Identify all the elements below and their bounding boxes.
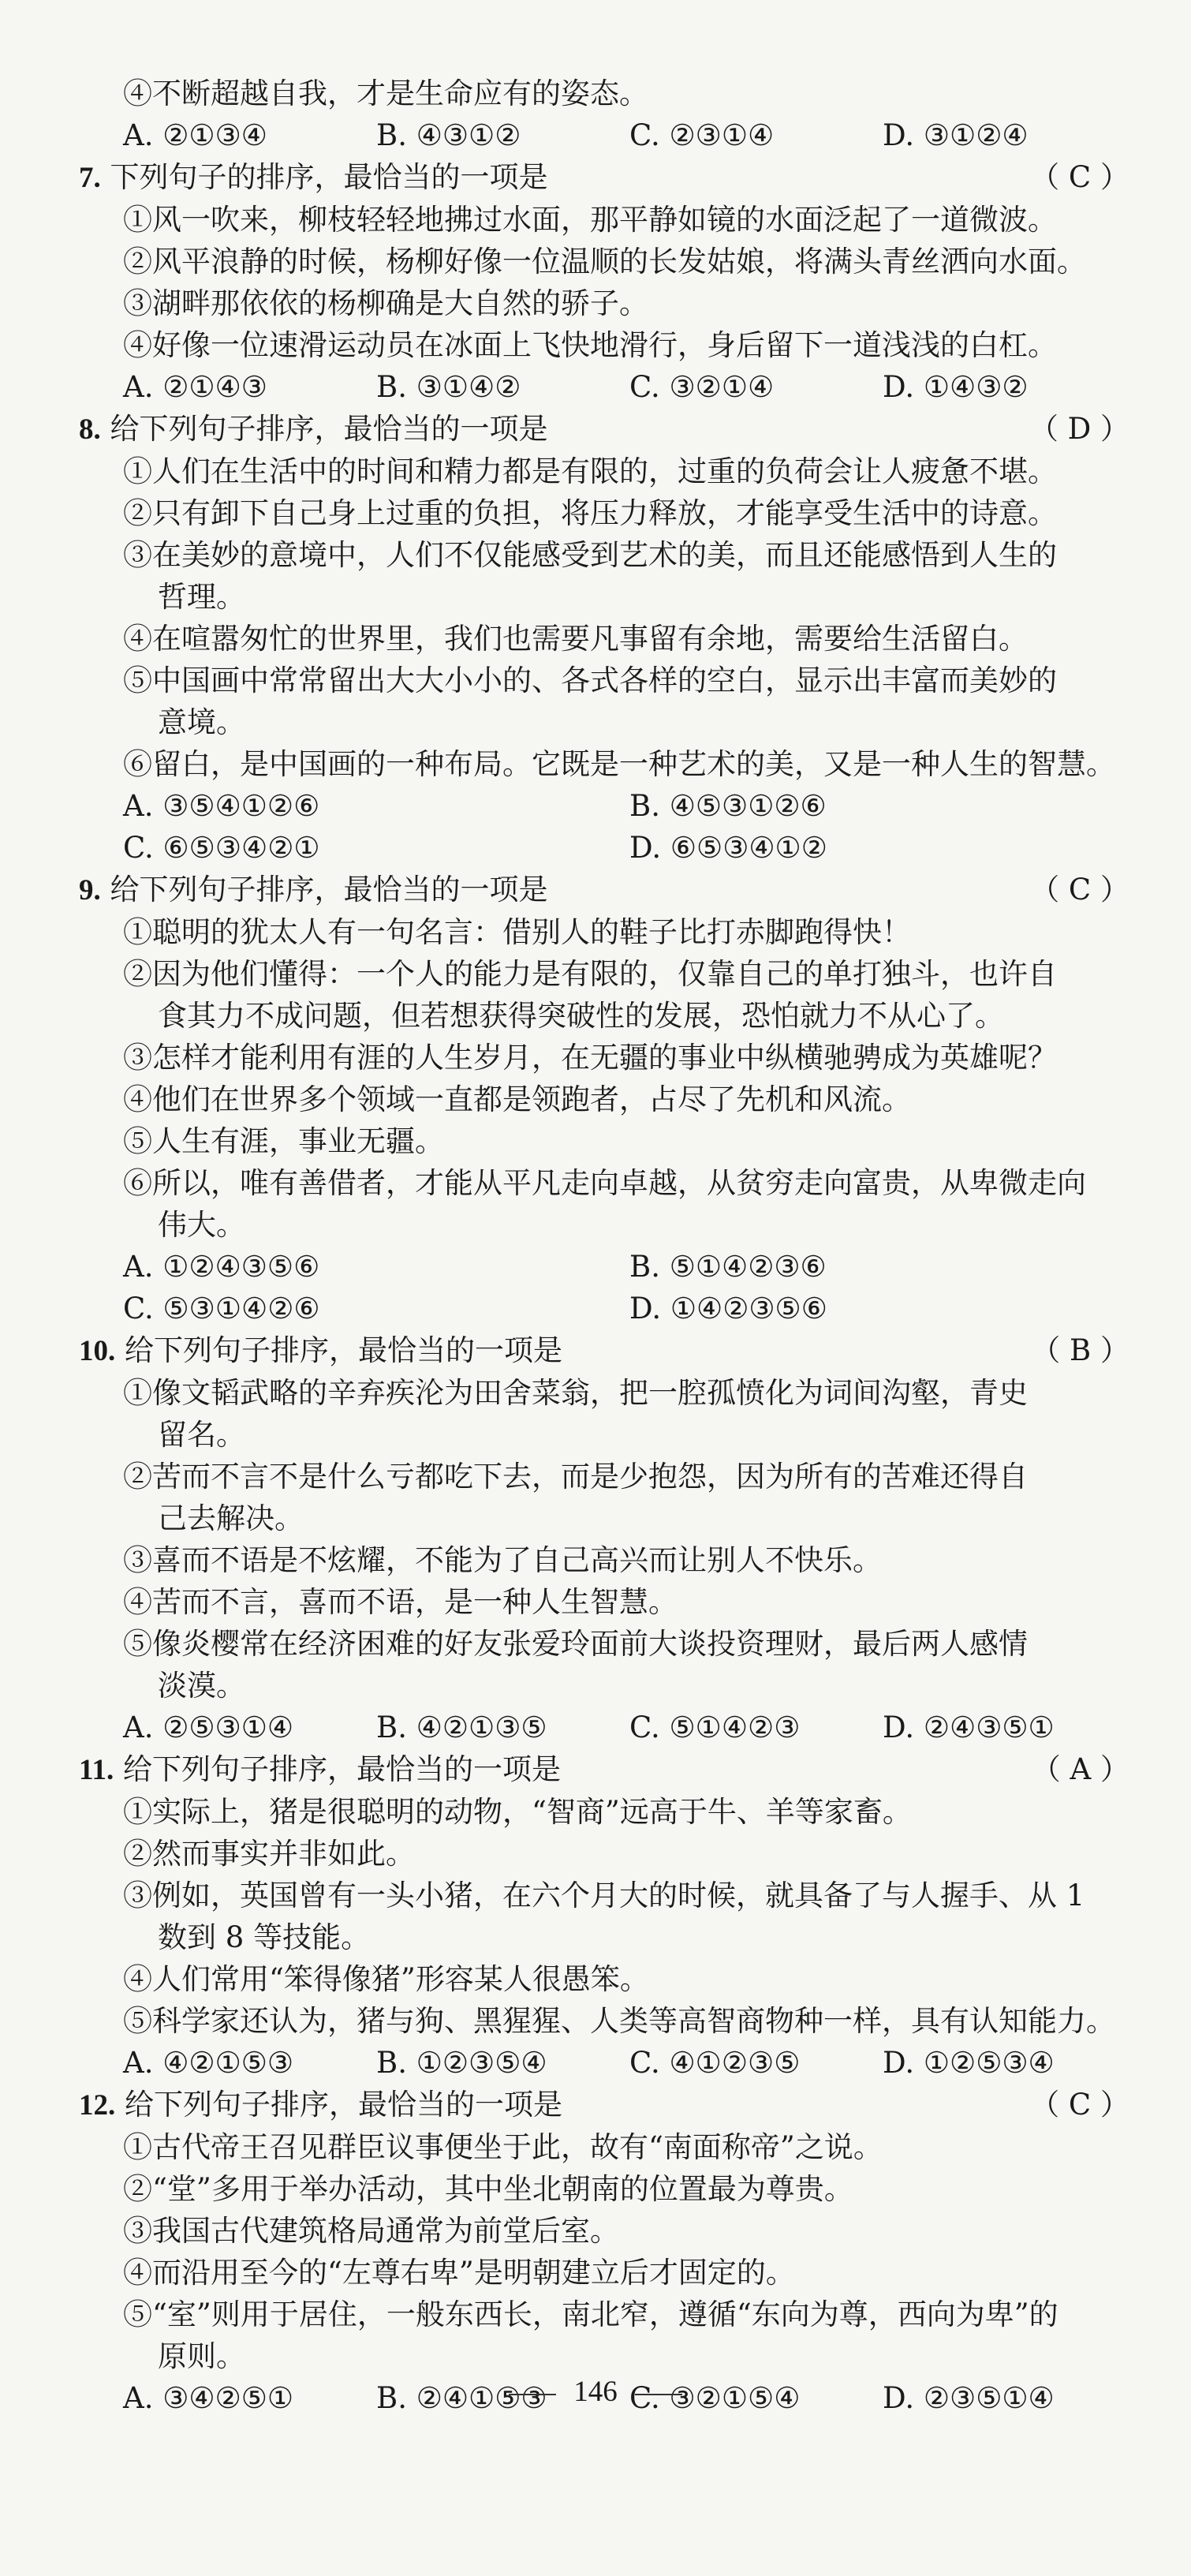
- option-c: C. ④①②③⑤: [629, 2046, 801, 2080]
- option-c: C. ②③①④: [629, 118, 775, 152]
- option-b: B. ①②③⑤④: [376, 2046, 547, 2080]
- options-row: [79, 366, 1136, 408]
- question-number: 12.: [79, 2089, 116, 2122]
- sentence-item: [79, 2294, 1136, 2377]
- question-number: 10.: [79, 1335, 116, 1367]
- sentence-item: [79, 1581, 1136, 1623]
- sentence-text: ③湖畔那依依的杨柳确是大自然的骄子。: [123, 286, 648, 320]
- question-block: [79, 408, 1136, 869]
- sentence-item: [79, 2000, 1136, 2042]
- answer-bracket: （ D ）: [1029, 412, 1129, 446]
- sentence-item: [79, 1539, 1136, 1581]
- sentence-item: [79, 1791, 1136, 1833]
- sentence-text: ⑤像炎樱常在经济困难的好友张爱玲面前大谈投资理财，最后两人感情: [123, 1627, 1028, 1661]
- option-c: C. ③②①④: [629, 370, 775, 404]
- sentence-text: ⑤人生有涯，事业无疆。: [123, 1124, 444, 1158]
- sentence-text: ⑤科学家还认为，猪与狗、黑猩猩、人类等高智商物种一样，具有认知能力。: [123, 2004, 1115, 2038]
- option-d: D. ①②⑤③④: [883, 2046, 1055, 2080]
- sentence-text: ②因为他们懂得：一个人的能力是有限的，仅靠自己的单打独斗，也许自: [123, 957, 1057, 991]
- sentence-item: [79, 324, 1136, 366]
- sentence-text: ①风一吹来，柳枝轻轻地拂过水面，那平静如镜的水面泛起了一道微波。: [123, 203, 1057, 237]
- sentence-text: ⑤“室”则用于居住，一般东西长，南北窄，遵循“东向为尊，西向为卑”的: [123, 2297, 1058, 2331]
- sentence-text: ①古代帝王召见群臣议事便坐于此，故有“南面称帝”之说。: [123, 2130, 883, 2164]
- sentence-item: [79, 199, 1136, 241]
- sentence-text: ④人们常用“笨得像猪”形容某人很愚笨。: [123, 1962, 649, 1996]
- sentence-item: [79, 1372, 1136, 1456]
- footer-dash-left: [509, 2394, 556, 2395]
- question-header: [79, 1329, 1136, 1372]
- question-block: [79, 1748, 1136, 2084]
- sentence-item: [79, 2168, 1136, 2210]
- option-b: B. ④③①②: [376, 118, 521, 152]
- sentence-item: [79, 2126, 1136, 2168]
- answer-bracket: （ C ）: [1030, 160, 1129, 194]
- option-c: C. ⑤③①④②⑥: [123, 1292, 320, 1325]
- question-stem: [79, 2084, 562, 2126]
- sentence-item: [79, 953, 1136, 1037]
- sentence-item: [79, 1120, 1136, 1162]
- option-d: D. ①④③②: [883, 370, 1029, 404]
- sentence-text: ⑥所以，唯有善借者，才能从平凡走向卓越，从贫穷走向富贵，从卑微走向: [123, 1166, 1086, 1200]
- sentence-text: ①聪明的犹太人有一句名言：借别人的鞋子比打赤脚跑得快！: [123, 915, 911, 949]
- question-prompt: 给下列句子排序，最恰当的一项是: [122, 1752, 561, 1786]
- option-d: D. ⑥⑤③④①②: [629, 831, 827, 865]
- sentence-text: ②苦而不言不是什么亏都吃下去，而是少抱怨，因为所有的苦难还得自: [123, 1460, 1028, 1494]
- question-block: [79, 156, 1136, 408]
- option-a: A. ④②①⑤③: [123, 2046, 294, 2080]
- answer-bracket: （ C ）: [1030, 2088, 1129, 2122]
- options-row: [79, 827, 1136, 869]
- sentence-item: [79, 911, 1136, 953]
- question-number: 11.: [79, 1754, 114, 1786]
- sentence-continuation: 食其力不成问题，但若想获得突破性的发展，恐怕就力不从心了。: [158, 999, 1004, 1033]
- sentence-text: ④在喧嚣匆忙的世界里，我们也需要凡事留有余地，需要给生活留白。: [123, 622, 1028, 656]
- sentence-text: ④而沿用至今的“左尊右卑”是明朝建立后才固定的。: [123, 2256, 795, 2290]
- sentence-item: [79, 1162, 1136, 1246]
- sentence-text: ⑥留白，是中国画的一种布局。它既是一种艺术的美，又是一种人生的智慧。: [123, 747, 1115, 781]
- question-header: [79, 408, 1136, 451]
- option-b: B. ③①④②: [376, 370, 521, 404]
- question-header: [79, 156, 1136, 199]
- option-d: D. ②④③⑤①: [883, 1710, 1055, 1744]
- options-row: [79, 1707, 1136, 1748]
- page-footer: [0, 2375, 1191, 2409]
- answer-bracket: （ B ）: [1031, 1333, 1129, 1367]
- question-number: 7.: [79, 162, 101, 194]
- question-stem: [79, 408, 548, 451]
- options-row: [79, 1246, 1136, 1288]
- sentence-text: ③在美妙的意境中，人们不仅能感受到艺术的美，而且还能感悟到人生的: [123, 538, 1057, 572]
- footer-dash-right: [635, 2394, 682, 2395]
- sentence-text: ④苦而不言，喜而不语，是一种人生智慧。: [123, 1585, 678, 1619]
- sentence-text: ④他们在世界多个领域一直都是领跑者，占尽了先机和风流。: [123, 1082, 911, 1116]
- page-number: 146: [573, 2376, 618, 2408]
- sentence-item: [79, 1037, 1136, 1079]
- option-c: C. ⑤①④②③: [629, 1710, 801, 1744]
- option-a: A. ③④②⑤①: [123, 2381, 294, 2415]
- sentence-item: [79, 618, 1136, 660]
- option-a: A. ①②④③⑤⑥: [123, 1250, 320, 1284]
- options-row: [79, 1288, 1136, 1329]
- sentence-item: [79, 1623, 1136, 1707]
- question-block: [79, 2084, 1136, 2419]
- question-stem: [79, 1748, 561, 1791]
- sentence-text: ⑤中国画中常常留出大大小小的、各式各样的空白，显示出丰富而美妙的: [123, 664, 1057, 697]
- sentence-text: ①人们在生活中的时间和精力都是有限的，过重的负荷会让人疲惫不堪。: [123, 454, 1057, 488]
- page-content: [79, 73, 1136, 2419]
- sentence-continuation: 伟大。: [158, 1208, 245, 1242]
- option-b: B. ⑤①④②③⑥: [629, 1250, 827, 1284]
- sentence-item: [79, 282, 1136, 324]
- sentence-item: [79, 534, 1136, 618]
- sentence-item: [79, 241, 1136, 282]
- sentence-continuation: 数到 8 等技能。: [158, 1920, 371, 1954]
- sentence-item: [79, 660, 1136, 743]
- question-stem: [79, 156, 548, 199]
- option-d: D. ①④②③⑤⑥: [629, 1292, 827, 1325]
- sentence-text: ②只有卸下自己身上过重的负担，将压力释放，才能享受生活中的诗意。: [123, 496, 1057, 530]
- option-b: B. ④⑤③①②⑥: [629, 789, 827, 823]
- sentence-item: [79, 1456, 1136, 1539]
- option-a: A. ②①③④: [123, 118, 267, 152]
- option-b: B. ④②①③⑤: [376, 1710, 547, 1744]
- option-c: C. ⑥⑤③④②①: [123, 831, 320, 865]
- question-prompt: 给下列句子排序，最恰当的一项是: [110, 873, 548, 907]
- sentence-item: [79, 492, 1136, 534]
- sentence-item: [79, 2252, 1136, 2294]
- sentence-continuation: 留名。: [158, 1418, 245, 1452]
- question-number: 8.: [79, 413, 101, 446]
- option-a: A. ③⑤④①②⑥: [123, 789, 320, 823]
- option-a: A. ②①④③: [123, 370, 267, 404]
- sentence-continuation: 哲理。: [158, 580, 245, 614]
- question-prompt: 给下列句子排序，最恰当的一项是: [110, 412, 548, 446]
- sentence-text: ③例如，英国曾有一头小猪，在六个月大的时候，就具备了与人握手、从 1: [123, 1879, 1085, 1912]
- question-block: [79, 869, 1136, 1329]
- question-prompt: 给下列句子排序，最恰当的一项是: [125, 1333, 563, 1367]
- sentence-continuation: 原则。: [158, 2339, 245, 2373]
- sentence-text: ④好像一位速滑运动员在冰面上飞快地滑行，身后留下一道浅浅的白杠。: [123, 328, 1057, 362]
- answer-bracket: （ A ）: [1031, 1752, 1129, 1786]
- question-header: [79, 1748, 1136, 1791]
- options-row: [79, 2042, 1136, 2084]
- sentence-continuation: 淡漠。: [158, 1669, 245, 1703]
- question-block: [79, 1329, 1136, 1748]
- question-number: 9.: [79, 874, 101, 907]
- sentence-text: ③喜而不语是不炫耀，不能为了自己高兴而让别人不快乐。: [123, 1543, 882, 1577]
- sentence-text: ②风平浪静的时候，杨柳好像一位温顺的长发姑娘，将满头青丝洒向水面。: [123, 245, 1086, 279]
- sentence-item: [79, 1079, 1136, 1120]
- options-row: [79, 785, 1136, 827]
- question-prompt: 下列句子的排序，最恰当的一项是: [110, 160, 548, 194]
- question-prompt: 给下列句子排序，最恰当的一项是: [125, 2088, 563, 2122]
- sentence-item: [79, 1958, 1136, 2000]
- option-d: D. ②③⑤①④: [883, 2381, 1055, 2415]
- question-header: [79, 2084, 1136, 2126]
- sentence-text: ②然而事实并非如此。: [123, 1837, 415, 1871]
- sentence-text: ②“堂”多用于举办活动，其中坐北朝南的位置最为尊贵。: [123, 2172, 853, 2206]
- sentence-continuation: 意境。: [158, 705, 245, 739]
- option-b: B. ②④①⑤③: [376, 2381, 547, 2415]
- question-stem: [79, 869, 548, 911]
- sentence-item: [79, 2210, 1136, 2252]
- sentence-continuation: 己去解决。: [158, 1501, 304, 1535]
- question-stem: [79, 1329, 562, 1372]
- option-a: A. ②⑤③①④: [123, 1710, 294, 1744]
- answer-bracket: （ C ）: [1030, 873, 1129, 907]
- question-header: [79, 869, 1136, 911]
- sentence-text: ①实际上，猪是很聪明的动物，“智商”远高于牛、羊等家畜。: [123, 1795, 912, 1829]
- sentence-item: [79, 1875, 1136, 1958]
- sentence-item: [79, 743, 1136, 785]
- sentence-item: [79, 1833, 1136, 1875]
- sentence-text: ③我国古代建筑格局通常为前堂后室。: [123, 2214, 619, 2248]
- sentence-text: ①像文韬武略的辛弃疾沦为田舍菜翁，把一腔孤愤化为词间沟壑，青史: [123, 1376, 1028, 1410]
- intro-sentence: ④不断超越自我，才是生命应有的姿态。: [123, 77, 648, 110]
- sentence-text: ③怎样才能利用有涯的人生岁月，在无疆的事业中纵横驰骋成为英雄呢？: [123, 1041, 1057, 1075]
- option-d: D. ③①②④: [883, 118, 1029, 152]
- question-list: [79, 156, 1136, 2419]
- sentence-item: [79, 451, 1136, 492]
- option-c: C. ③②①⑤④: [629, 2381, 801, 2415]
- intro-options: [79, 114, 1136, 156]
